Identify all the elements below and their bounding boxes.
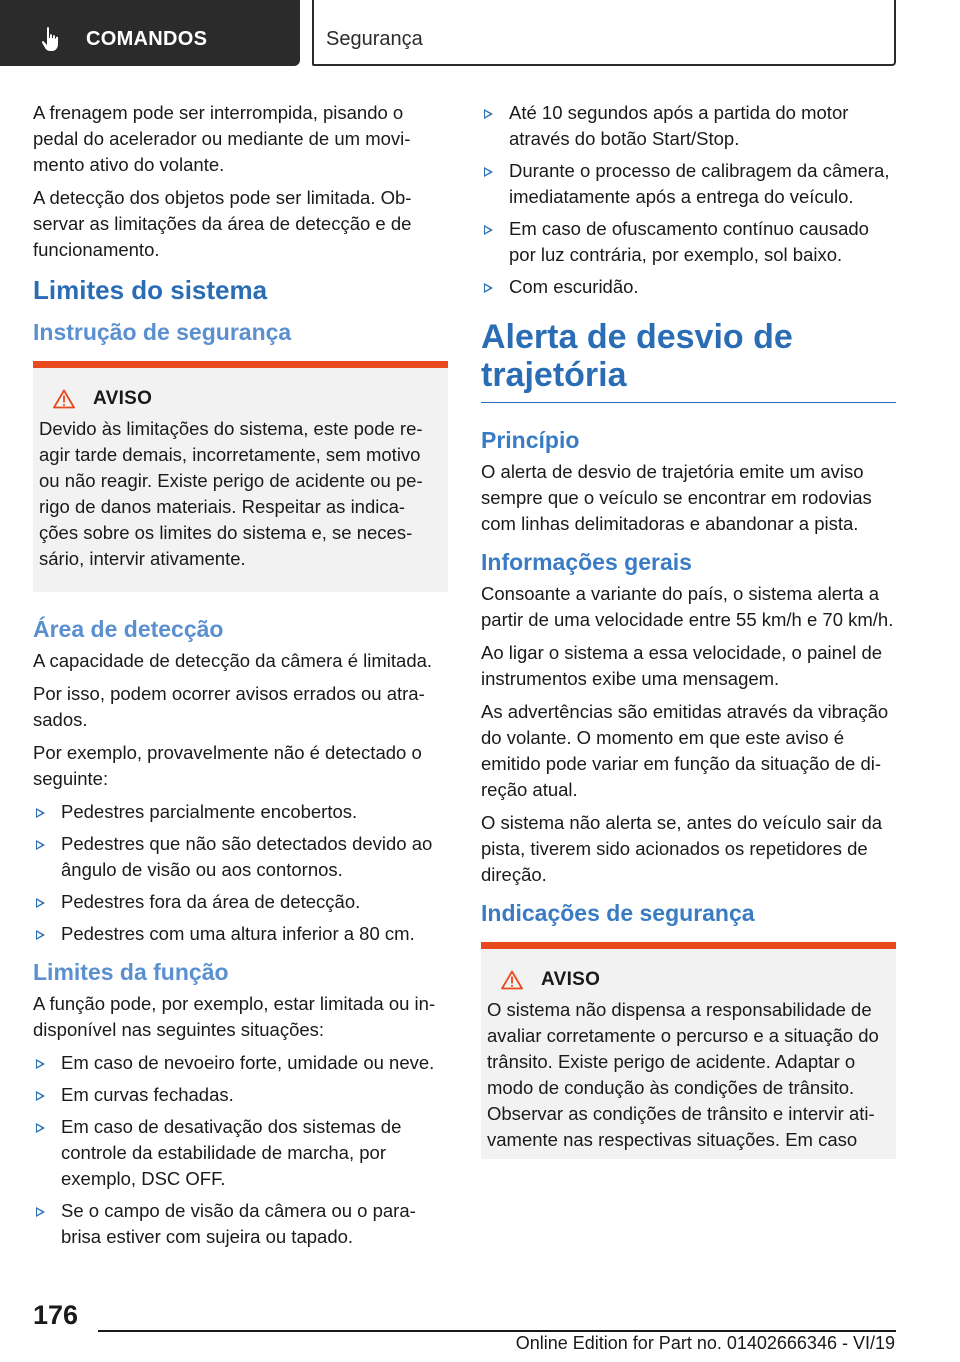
warning-triangle-icon: [53, 389, 75, 409]
paragraph: As advertências são emitidas através da vibração do volante. O momento em que este aviso é emitido pode variar em função da situação de direção atual.: [481, 701, 889, 800]
paragraph: Por isso, podem ocorrer avisos errados ou atrasados.: [33, 683, 425, 730]
paragraph: O alerta de desvio de trajetória emite um aviso sempre que o veículo se encontrar em rodovias com linhas delimitadoras e abandonar a pista.: [481, 461, 872, 534]
right-column: [481, 100, 896, 1181]
footer-divider: [98, 1330, 896, 1332]
heading-safety-instruction: Instrução de segurança: [33, 319, 292, 345]
triangle-bullet-icon: [484, 167, 493, 177]
paragraph: A detecção dos objetos pode ser limitada. Observar as limitações da área de detecção e de funcionamento.: [33, 187, 412, 260]
paragraph: Ao ligar o sistema a essa velocidade, o painel de instrumentos exibe uma mensagem.: [481, 642, 883, 689]
list-item: Em caso de desativação dos sistemas de controle da estabilidade de marcha, por exemplo, DSC OFF.: [33, 1114, 448, 1192]
section-title: COMANDOS: [86, 28, 208, 50]
triangle-bullet-icon: [36, 1059, 45, 1069]
warning-text: Devido às limitações do sistema, este pode reagir tarde demais, incorretamente, sem motivo ou não reagir. Existe perigo de acidente ou perigo de danos materiais. Respeitar as indicações sobre os limites do sistema e, se necessário, intervir ativamente.: [39, 418, 423, 569]
heading-principle: Princípio: [481, 427, 580, 453]
warning-header: [39, 388, 436, 410]
bullet-list: [481, 100, 896, 300]
paragraph: A capacidade de detecção da câmera é limitada.: [33, 650, 433, 671]
page-number: 176: [33, 1300, 79, 1330]
paragraph: Consoante a variante do país, o sistema alerta a partir de uma velocidade entre 55 km/h e 70 km/h.: [481, 583, 894, 630]
list-item: Se o campo de visão da câmera ou o para-brisa estiver com sujeira ou tapado.: [33, 1198, 448, 1250]
triangle-bullet-icon: [484, 109, 493, 119]
paragraph: O sistema não alerta se, antes do veículo sair da pista, tiverem sido acionados os repetidores de direção.: [481, 812, 883, 885]
warning-box: [481, 942, 896, 1159]
list-item: Em caso de ofuscamento contínuo causado por luz contrária, por exemplo, sol baixo.: [481, 216, 896, 268]
heading-detection-area: Área de detecção: [33, 616, 224, 642]
heading-general-info: Informações gerais: [481, 549, 692, 575]
list-item: Pedestres fora da área de detecção.: [33, 889, 448, 915]
triangle-bullet-icon: [36, 1091, 45, 1101]
triangle-bullet-icon: [36, 1123, 45, 1133]
warning-title: AVISO: [93, 388, 153, 409]
hand-pointer-icon: [40, 26, 64, 52]
warning-triangle-icon: [501, 970, 523, 990]
list-item: Em curvas fechadas.: [33, 1082, 448, 1108]
header-section-tab: [0, 0, 300, 66]
heading-system-limits: Limites do sistema: [33, 275, 268, 305]
warning-title: AVISO: [541, 969, 601, 990]
paragraph: A função pode, por exemplo, estar limitada ou indisponível nas seguintes situações:: [33, 993, 436, 1040]
triangle-bullet-icon: [484, 225, 493, 235]
chapter-title: Segurança: [326, 28, 423, 50]
list-item: Com escuridão.: [481, 274, 896, 300]
warning-box: [33, 361, 448, 592]
warning-header: [487, 969, 884, 991]
heading-lane-departure: Alerta de desvio de trajetória: [481, 318, 896, 403]
list-item: Durante o processo de calibragem da câmera, imediatamente após a entrega do veículo.: [481, 158, 896, 210]
triangle-bullet-icon: [484, 283, 493, 293]
footer-edition: Online Edition for Part no. 01402666346 - VI/19: [515, 1333, 895, 1353]
list-item: Pedestres que não são detectados devido ao ângulo de visão ou aos contornos.: [33, 831, 448, 883]
paragraph: A frenagem pode ser interrompida, pisando o pedal do acelerador ou mediante de um movimento ativo do volante.: [33, 102, 411, 175]
heading-function-limits: Limites da função: [33, 959, 229, 985]
list-item: Em caso de nevoeiro forte, umidade ou neve.: [33, 1050, 448, 1076]
triangle-bullet-icon: [36, 808, 45, 818]
bullet-list: [33, 799, 448, 947]
paragraph: Por exemplo, provavelmente não é detectado o seguinte:: [33, 742, 422, 789]
heading-safety-notes: Indicações de segurança: [481, 900, 755, 926]
triangle-bullet-icon: [36, 930, 45, 940]
list-item: Até 10 segundos após a partida do motor através do botão Start/Stop.: [481, 100, 896, 152]
list-item: Pedestres com uma altura inferior a 80 cm.: [33, 921, 448, 947]
bullet-list: [33, 1050, 448, 1250]
triangle-bullet-icon: [36, 840, 45, 850]
header-chapter-box: [312, 0, 896, 66]
warning-text: O sistema não dispensa a responsabilidade de avaliar corretamente o percurso e a situação do trânsito. Existe perigo de acidente. Adaptar o modo de condução às condições de trânsito. Observar as condições de trânsito e intervir ativamente nas respectivas situações. Em caso: [487, 999, 879, 1150]
triangle-bullet-icon: [36, 1207, 45, 1217]
left-column: [33, 100, 448, 1256]
triangle-bullet-icon: [36, 898, 45, 908]
list-item: Pedestres parcialmente encobertos.: [33, 799, 448, 825]
